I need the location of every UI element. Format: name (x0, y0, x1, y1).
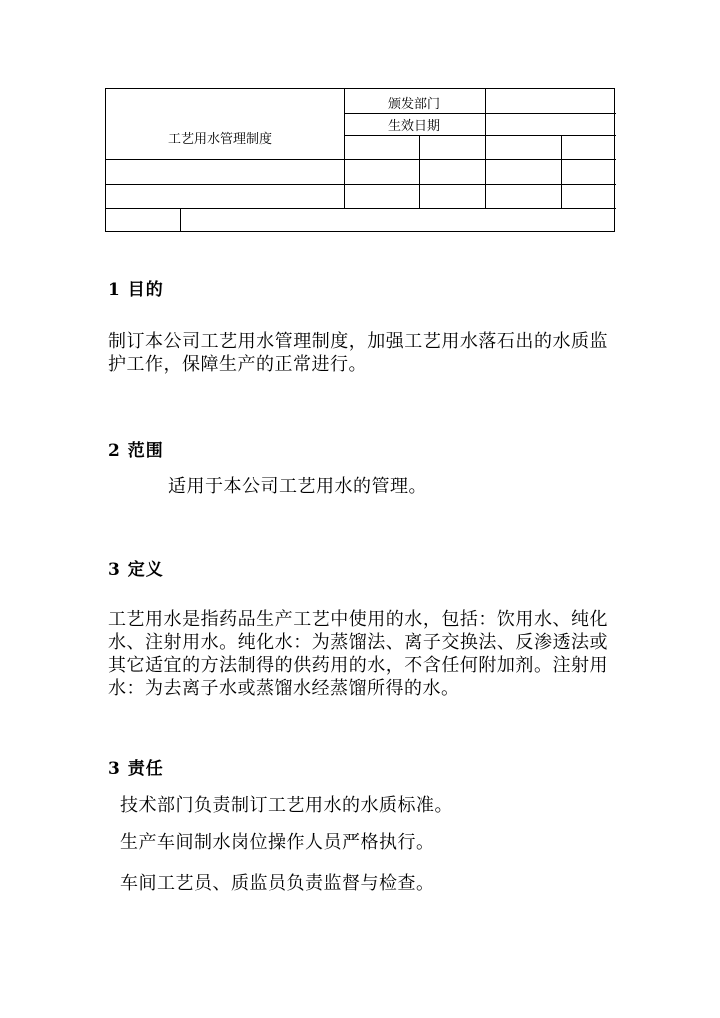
section-heading-definition: 3 定义 (108, 560, 164, 580)
table-rule (106, 184, 616, 185)
table-rule (344, 113, 616, 114)
responsibility-line: 技术部门负责制订工艺用水的水质标准。 (120, 795, 453, 816)
table-rule (180, 208, 181, 232)
document-title: 工艺用水管理制度 (168, 132, 273, 147)
section-text-purpose: 制订本公司工艺用水管理制度，加强工艺用水落石出的水质监护工作，保障生产的正常进行。 (108, 331, 608, 375)
document-header-table (105, 88, 615, 232)
section-text-definition: 工艺用水是指药品生产工艺中使用的水，包括：饮用水、纯化水、注射用水。纯化水：为蒸馏法、离子交换法、反渗透法或其它适宜的方法制得的供药用的水，不含任何附加剂。注射用水：为去离子水或蒸馏水经蒸馏所得的水。 (108, 609, 608, 699)
issuing-dept-label: 颁发部门 (388, 97, 441, 112)
table-rule (485, 89, 486, 208)
table-rule (419, 135, 420, 208)
section-heading-purpose: 1 目的 (108, 280, 164, 300)
table-rule (106, 159, 616, 160)
table-rule (106, 208, 616, 209)
section-heading-responsibility: 3 责任 (108, 759, 164, 779)
responsibility-line: 生产车间制水岗位操作人员严格执行。 (120, 832, 435, 853)
responsibility-line: 车间工艺员、质监员负责监督与检查。 (120, 873, 435, 894)
effective-date-label: 生效日期 (388, 119, 441, 134)
table-rule (344, 89, 345, 208)
section-text-scope: 适用于本公司工艺用水的管理。 (168, 476, 427, 497)
section-heading-scope: 2 范围 (108, 441, 164, 461)
table-rule (561, 135, 562, 208)
table-rule (344, 135, 616, 136)
